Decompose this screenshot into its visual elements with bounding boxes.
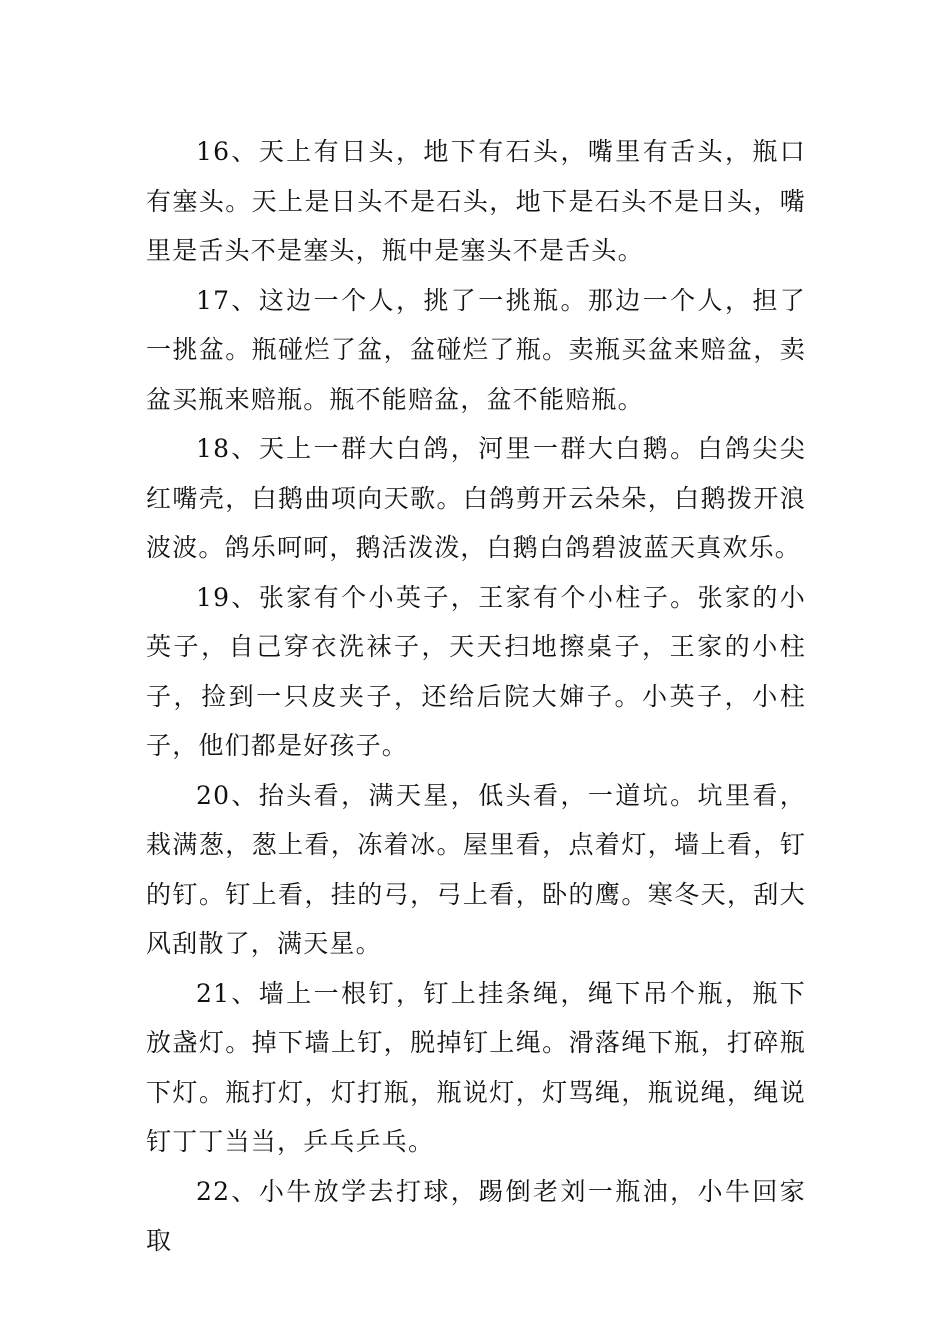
paragraph-20: 20、抬头看，满天星，低头看，一道坑。坑里看，栽满葱，葱上看，冻着冰。屋里看，点着灯，墙上看，钉的钉。钉上看，挂的弓，弓上看，卧的鹰。寒冬天，刮大风刮散了，满天星。 xyxy=(146,780,806,958)
paragraph-19: 19、张家有个小英子，王家有个小柱子。张家的小英子，自己穿衣洗袜子，天天扫地擦桌子，王家的小柱子，捡到一只皮夹子，还给后院大婶子。小英子，小柱子，他们都是好孩子。 xyxy=(146,582,806,760)
document-body xyxy=(146,127,806,1266)
paragraph-17: 17、这边一个人，挑了一挑瓶。那边一个人，担了一挑盆。瓶碰烂了盆，盆碰烂了瓶。卖瓶买盆来赔盆，卖盆买瓶来赔瓶。瓶不能赔盆，盆不能赔瓶。 xyxy=(146,285,806,414)
paragraph-22: 22、小牛放学去打球，踢倒老刘一瓶油，小牛回家取 xyxy=(146,1176,806,1255)
paragraph-18: 18、天上一群大白鸽，河里一群大白鹅。白鸽尖尖红嘴壳，白鹅曲项向天歌。白鸽剪开云朵朵，白鹅拨开浪波波。鸽乐呵呵，鹅活泼泼，白鹅白鸽碧波蓝天真欢乐。 xyxy=(146,434,806,562)
paragraph-21: 21、墙上一根钉，钉上挂条绳，绳下吊个瓶，瓶下放盏灯。掉下墙上钉，脱掉钉上绳。滑落绳下瓶，打碎瓶下灯。瓶打灯，灯打瓶，瓶说灯，灯骂绳，瓶说绳，绳说钉丁丁当当，乒乓乒乓。 xyxy=(146,978,806,1156)
paragraph-16: 16、天上有日头，地下有石头，嘴里有舌头，瓶口有塞头。天上是日头不是石头，地下是石头不是日头，嘴里是舌头不是塞头，瓶中是塞头不是舌头。 xyxy=(146,137,806,265)
